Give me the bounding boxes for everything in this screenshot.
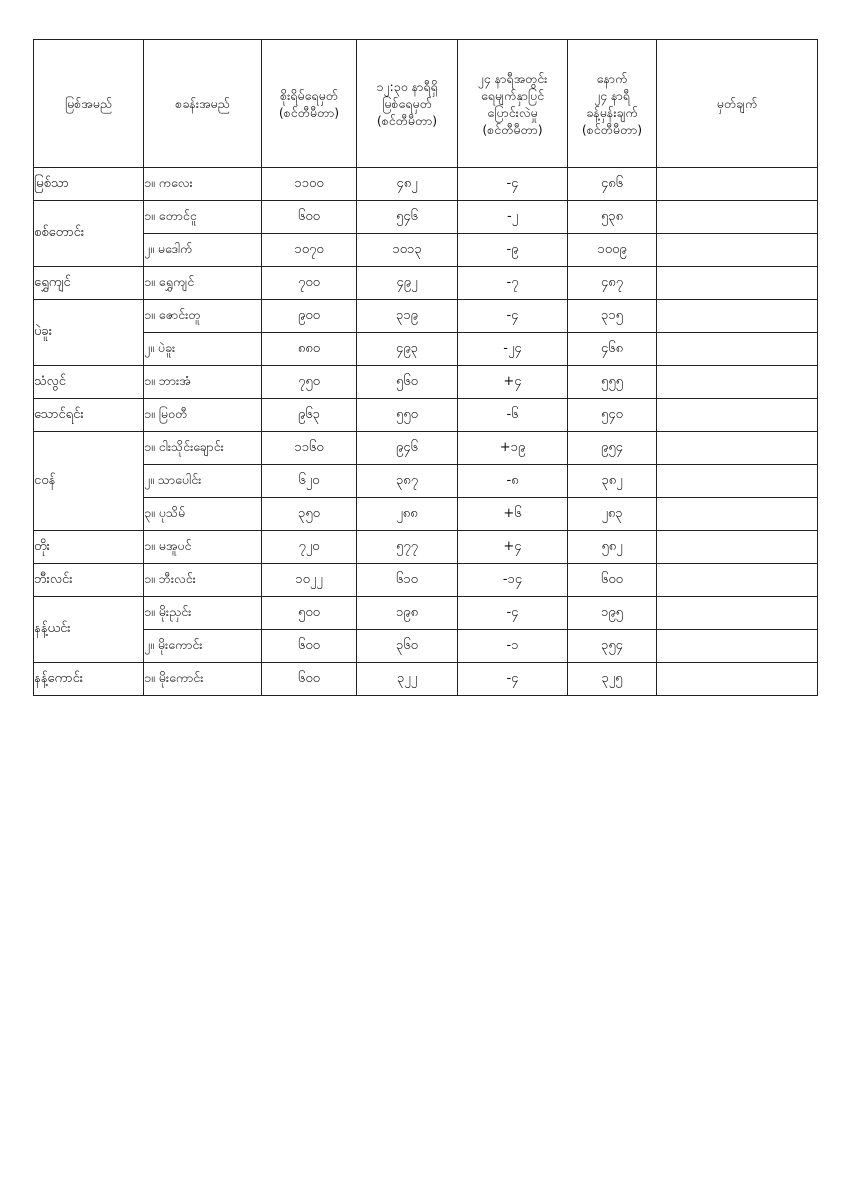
forecast-cell: ၄၈၇ <box>568 267 657 300</box>
remarks-cell <box>657 465 818 498</box>
river-name-cell: သောင်ရင်း <box>34 399 144 432</box>
remarks-cell <box>657 432 818 465</box>
remarks-cell <box>657 201 818 234</box>
river-name-cell: စစ်တောင်း <box>34 201 144 267</box>
current-level-cell: ၃၈၇ <box>357 465 458 498</box>
forecast-cell: ၅၈၂ <box>568 531 657 564</box>
change-cell: -၂၄ <box>458 333 568 366</box>
river-name-cell: ဘီးလင်း <box>34 564 144 597</box>
table-row <box>34 366 818 399</box>
danger-level-cell: ၁၁၀၀ <box>262 168 357 201</box>
station-name-cell: ၁။ တောင်ငူ <box>144 201 262 234</box>
station-name-cell: ၁။ မြဝတီ <box>144 399 262 432</box>
danger-level-cell: ၇၅၀ <box>262 366 357 399</box>
table-row <box>34 498 818 531</box>
table-row <box>34 432 818 465</box>
danger-level-cell: ၁၀၂၂ <box>262 564 357 597</box>
forecast-cell: ၃၈၂ <box>568 465 657 498</box>
remarks-cell <box>657 630 818 663</box>
header-24h-change: ၂၄ နာရီအတွင်း ရေမျက်နှာပြင် ပြောင်းလဲမှု (စင်တီမီတာ) <box>458 40 568 168</box>
station-name-cell: ၁။ ကလေး <box>144 168 262 201</box>
current-level-cell: ၄၈၂ <box>357 168 458 201</box>
station-name-cell: ၂။ မိုးကောင်း <box>144 630 262 663</box>
header-row <box>34 40 818 168</box>
forecast-cell: ၅၄၀ <box>568 399 657 432</box>
station-name-cell: ၁။ ဘားအံ <box>144 366 262 399</box>
forecast-cell: ၅၅၅ <box>568 366 657 399</box>
river-name-cell: နန့်ကောင်း <box>34 663 144 696</box>
change-cell: +၄ <box>458 366 568 399</box>
station-name-cell: ၂။ သာပေါင်း <box>144 465 262 498</box>
current-level-cell: ၄၉၃ <box>357 333 458 366</box>
remarks-cell <box>657 300 818 333</box>
header-forecast: နောက် ၂၄ နာရီ ခန့်မှန်းချက် (စင်တီမီတာ) <box>568 40 657 168</box>
table-row <box>34 201 818 234</box>
danger-level-cell: ၉၆၃ <box>262 399 357 432</box>
table-row <box>34 399 818 432</box>
change-cell: -၂ <box>458 201 568 234</box>
current-level-cell: ၅၄၆ <box>357 201 458 234</box>
danger-level-cell: ၆၀၀ <box>262 630 357 663</box>
current-level-cell: ၁၉၈ <box>357 597 458 630</box>
forecast-cell: ၁၉၅ <box>568 597 657 630</box>
danger-level-cell: ၁၁၆၀ <box>262 432 357 465</box>
danger-level-cell: ၆၀၀ <box>262 663 357 696</box>
current-level-cell: ၆၁၀ <box>357 564 458 597</box>
remarks-cell <box>657 168 818 201</box>
forecast-cell: ၉၅၄ <box>568 432 657 465</box>
station-name-cell: ၁။ မိုးကောင်း <box>144 663 262 696</box>
current-level-cell: ၅၆၀ <box>357 366 458 399</box>
header-river-name: မြစ်အမည် <box>34 40 144 168</box>
change-cell: +၁၉ <box>458 432 568 465</box>
change-cell: +၄ <box>458 531 568 564</box>
forecast-cell: ၃၂၅ <box>568 663 657 696</box>
danger-level-cell: ၇၂၀ <box>262 531 357 564</box>
station-name-cell: ၂။ ပဲခူး <box>144 333 262 366</box>
danger-level-cell: ၆၀၀ <box>262 201 357 234</box>
river-name-cell: နန့်ယင်း <box>34 597 144 663</box>
danger-level-cell: ၇၀၀ <box>262 267 357 300</box>
table-row <box>34 333 818 366</box>
header-danger-level: စိုးရိမ်ရေမှတ် (စင်တီမီတာ) <box>262 40 357 168</box>
forecast-cell: ၂၈၃ <box>568 498 657 531</box>
station-name-cell: ၁။ ရွှေကျင် <box>144 267 262 300</box>
change-cell: -၆ <box>458 399 568 432</box>
river-name-cell: ငဝန် <box>34 432 144 531</box>
change-cell: +၆ <box>458 498 568 531</box>
remarks-cell <box>657 234 818 267</box>
change-cell: -၁၄ <box>458 564 568 597</box>
table-row <box>34 300 818 333</box>
river-name-cell: ပဲခူး <box>34 300 144 366</box>
remarks-cell <box>657 498 818 531</box>
forecast-cell: ၅၃၈ <box>568 201 657 234</box>
danger-level-cell: ၈၈၀ <box>262 333 357 366</box>
remarks-cell <box>657 597 818 630</box>
current-level-cell: ၁၀၁၃ <box>357 234 458 267</box>
change-cell: -၄ <box>458 300 568 333</box>
river-name-cell: တိုး <box>34 531 144 564</box>
header-station-name: စခန်းအမည် <box>144 40 262 168</box>
station-name-cell: ၁။ ငါးသိုင်းချောင်း <box>144 432 262 465</box>
forecast-cell: ၃၅၄ <box>568 630 657 663</box>
header-current-level: ၁၂:၃၀ နာရီရှိ မြစ်ရေမှတ် (စင်တီမီတာ) <box>357 40 458 168</box>
danger-level-cell: ၃၅၀ <box>262 498 357 531</box>
table-row <box>34 267 818 300</box>
station-name-cell: ၂။ မဒေါက် <box>144 234 262 267</box>
remarks-cell <box>657 366 818 399</box>
river-name-cell: မြစ်သာ <box>34 168 144 201</box>
current-level-cell: ၃၁၉ <box>357 300 458 333</box>
river-level-table <box>33 39 818 696</box>
remarks-cell <box>657 399 818 432</box>
remarks-cell <box>657 564 818 597</box>
remarks-cell <box>657 267 818 300</box>
current-level-cell: ၉၄၆ <box>357 432 458 465</box>
change-cell: -၈ <box>458 465 568 498</box>
forecast-cell: ၆၀၀ <box>568 564 657 597</box>
danger-level-cell: ၁၀၇၀ <box>262 234 357 267</box>
station-name-cell: ၁။ မအူပင် <box>144 531 262 564</box>
station-name-cell: ၁။ ဘီးလင်း <box>144 564 262 597</box>
table-row <box>34 234 818 267</box>
table-row <box>34 465 818 498</box>
danger-level-cell: ၆၂၀ <box>262 465 357 498</box>
danger-level-cell: ၅၀၀ <box>262 597 357 630</box>
current-level-cell: ၅၇၇ <box>357 531 458 564</box>
change-cell: -၄ <box>458 597 568 630</box>
current-level-cell: ၂၈၈ <box>357 498 458 531</box>
current-level-cell: ၄၉၂ <box>357 267 458 300</box>
remarks-cell <box>657 333 818 366</box>
danger-level-cell: ၉၀၀ <box>262 300 357 333</box>
table-row <box>34 168 818 201</box>
current-level-cell: ၃၂၂ <box>357 663 458 696</box>
table-row <box>34 597 818 630</box>
river-name-cell: ရွှေကျင် <box>34 267 144 300</box>
current-level-cell: ၅၅၀ <box>357 399 458 432</box>
remarks-cell <box>657 531 818 564</box>
table-row <box>34 630 818 663</box>
forecast-cell: ၃၁၅ <box>568 300 657 333</box>
change-cell: -၉ <box>458 234 568 267</box>
station-name-cell: ၃။ ပုသိမ် <box>144 498 262 531</box>
table-row <box>34 531 818 564</box>
change-cell: -၇ <box>458 267 568 300</box>
forecast-cell: ၁၀၀၉ <box>568 234 657 267</box>
remarks-cell <box>657 663 818 696</box>
table-row <box>34 663 818 696</box>
table-row <box>34 564 818 597</box>
table-body <box>34 168 818 696</box>
header-remarks: မှတ်ချက် <box>657 40 818 168</box>
river-name-cell: သံလွင် <box>34 366 144 399</box>
change-cell: -၄ <box>458 168 568 201</box>
change-cell: -၄ <box>458 663 568 696</box>
forecast-cell: ၄၆၈ <box>568 333 657 366</box>
current-level-cell: ၃၆၀ <box>357 630 458 663</box>
change-cell: -၁ <box>458 630 568 663</box>
forecast-cell: ၄၈၆ <box>568 168 657 201</box>
station-name-cell: ၁။ မိုးညှင်း <box>144 597 262 630</box>
station-name-cell: ၁။ ဇောင်းတူ <box>144 300 262 333</box>
